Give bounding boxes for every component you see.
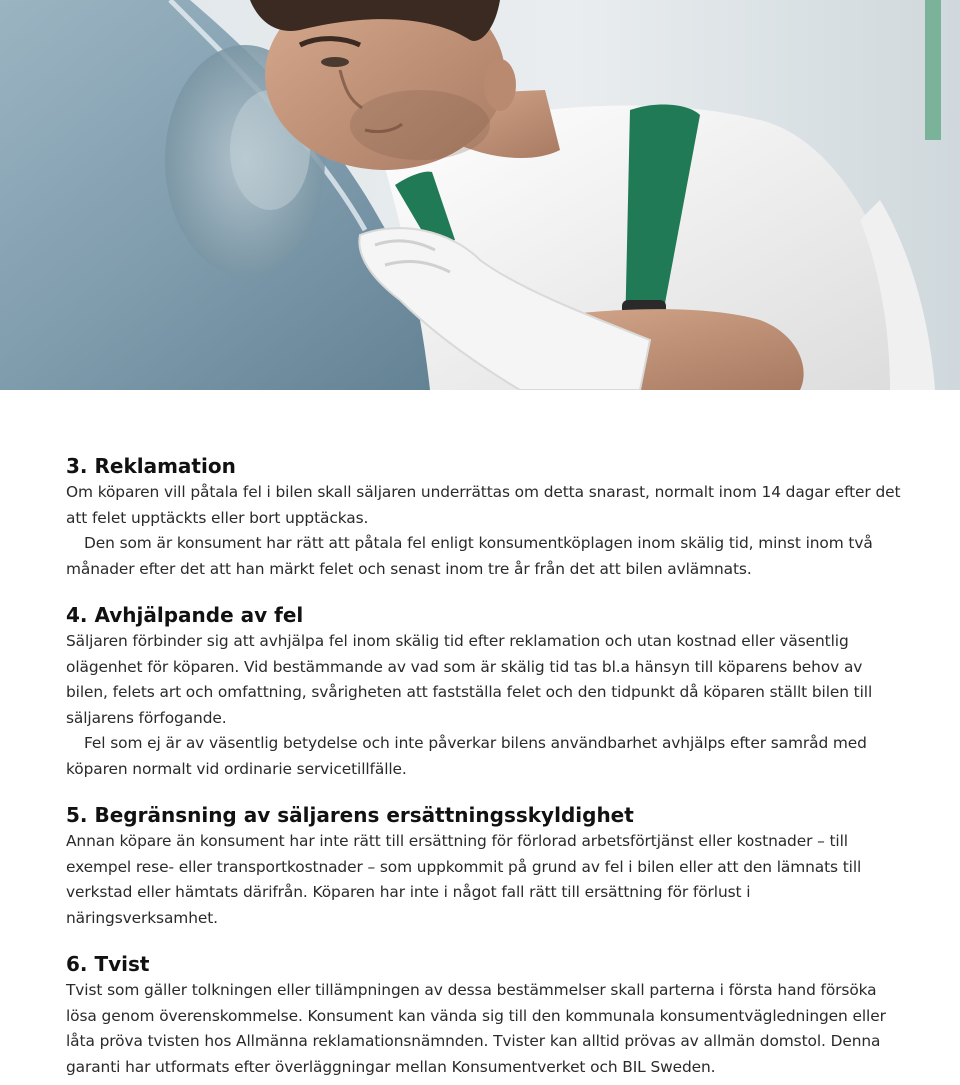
section-title: 6. Tvist (66, 952, 150, 976)
paragraph: Säljaren förbinder sig att avhjälpa fel inom skälig tid efter reklamation och utan kostnad eller väsentlig olägenhet för köparen. Vid bestämmande av vad som är skälig tid tas bl.a hänsyn till köparens behov av bilen, felets art och omfattning, svårigheten att fastställa felet och den tidpunkt då köparen ställt bilen till säljarens förfogande. (66, 632, 873, 727)
section-title: 4. Avhjälpande av fel (66, 603, 304, 627)
hero-photo (0, 0, 960, 390)
section-title: 5. Begränsning av säljarens ersättningsskyldighet (66, 803, 634, 827)
paragraph: Om köparen vill påtala fel i bilen skall säljaren underrättas om detta snarast, normalt inom 14 dagar efter det att felet upptäckts eller bort upptäckas. (66, 483, 901, 527)
mechanic-inspecting-car-illustration (0, 0, 960, 390)
section-avhjalpande-av-fel (66, 601, 906, 782)
document-body (66, 452, 906, 1085)
eye (321, 57, 349, 67)
paragraph: Fel som ej är av väsentlig betydelse och inte påverkar bilens användbarhet avhjälps efter samråd med köparen normalt vid ordinarie servicetillfälle. (66, 734, 867, 778)
stubble (350, 90, 490, 160)
paragraph: Den som är konsument har rätt att påtala fel enligt konsumentköplagen inom skälig tid, minst inom två månader efter det att han märkt felet och senast inom tre år från det att bilen avlämnats. (66, 534, 873, 578)
section-tvist (66, 950, 906, 1080)
section-reklamation (66, 452, 906, 582)
background-pillar (925, 0, 941, 140)
paragraph: Tvist som gäller tolkningen eller tillämpningen av dessa bestämmelser skall parterna i första hand försöka lösa genom överenskommelse. Konsument kan vända sig till den kommunala konsumentvägledningen eller låta pröva tvisten hos Allmänna reklamationsnämnden. Tvister kan alltid prövas av allmän domstol. Denna garanti har utformats efter överläggningar mellan Konsumentverket och BIL Sweden. (66, 981, 886, 1076)
section-begransning (66, 801, 906, 931)
ear (484, 59, 516, 111)
section-title: 3. Reklamation (66, 454, 236, 478)
paragraph: Annan köpare än konsument har inte rätt till ersättning för förlorad arbetsförtjänst eller kostnader – till exempel rese- eller transportkostnader – som uppkommit på grund av fel i bilen eller att den lämnats till verkstad eller hämtats därifrån. Köparen har inte i något fall rätt till ersättning för förlust i näringsverksamhet. (66, 832, 862, 927)
